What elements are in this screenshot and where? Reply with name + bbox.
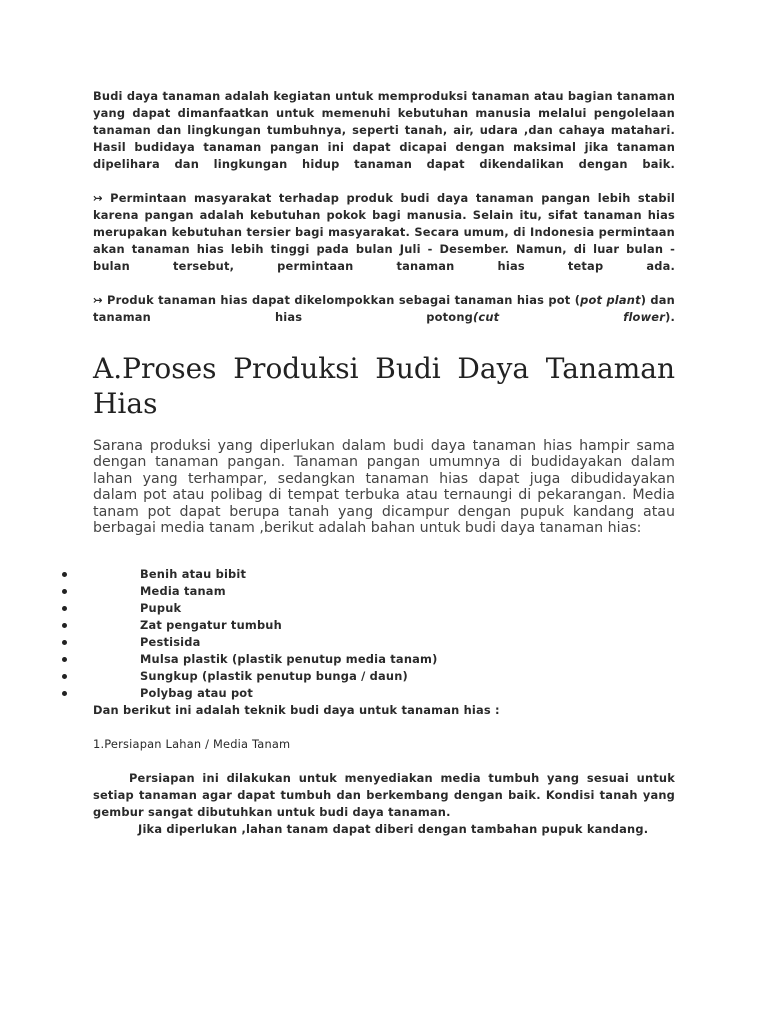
bullet-icon (62, 623, 67, 628)
list-item: Media tanam (62, 583, 675, 600)
p3-pot-plant: pot plant (580, 293, 641, 307)
list-item: Polybag atau pot (62, 685, 675, 702)
bullet-icon (62, 657, 67, 662)
paragraph-permintaan: ↣ Permintaan masyarakat terhadap produk budi daya tanaman pangan lebih stabil karena pangan adalah kebutuhan pokok bagi manusia. Selain itu, sifat tanaman hias merupakan kebutuhan tersier bagi masyarakat. Secara umum, di Indonesia permintaan akan tanaman hias lebih tinggi pada bulan Juli - Desember. Namun, di luar bulan - bulan tersebut, permintaan tanaman hias tetap ada. (93, 191, 675, 273)
intro-paragraph: Sarana produksi yang diperlukan dalam budi daya tanaman hias hampir sama dengan tanaman pangan. Tanaman pangan umumnya di budidayakan dalam lahan yang terhampar, sedangkan tanaman hias dapat juga dibudidayakan dalam pot atau polibag di tempat terbuka atau ternaungi di pekarangan. Media tanam pot dapat berupa tanah yang dicampur dengan pupuk kandang atau berbagai media tanam ,berikut adalah bahan untuk budi daya tanaman hias: (93, 438, 675, 537)
list-item: Pestisida (62, 634, 675, 651)
bullet-icon (62, 691, 67, 696)
bullet-icon (62, 674, 67, 679)
paragraph-intro-budidaya: Budi daya tanaman adalah kegiatan untuk memproduksi tanaman atau bagian tanaman yang dapat dimanfaatkan untuk memenuhi kebutuhan manusia melalui pengolelaan tanaman dan lingkungan tumbuhnya, seperti tanah, air, udara ,dan cahaya matahari. Hasil budidaya tanaman pangan ini dapat dicapai dengan maksimal jika tanaman dipelihara dan lingkungan hidup tanaman dapat dikendalikan dengan baik. (93, 89, 675, 171)
list-item: Zat pengatur tumbuh (62, 617, 675, 634)
paragraph-produk-hias (93, 292, 675, 326)
bullet-icon (62, 572, 67, 577)
p3-text-mid: ) dan tanaman hias potong (93, 293, 675, 324)
p3-cut-flower: cut flower (478, 310, 666, 324)
list-item: Sungkup (plastik penutup bunga / daun) (62, 668, 675, 685)
materials-list (62, 566, 675, 701)
p3-text-end: ). (665, 310, 675, 324)
document-page (93, 88, 675, 838)
p3-text-pre: ↣ Produk tanaman hias dapat dikelompokkan sebagai tanaman hias pot ( (93, 293, 581, 307)
list-item: Benih atau bibit (62, 566, 675, 583)
section1-title: 1.Persiapan Lahan / Media Tanam (93, 736, 291, 751)
section-heading: A.Proses Produksi Budi Daya Tanaman Hias (93, 352, 675, 420)
bullet-icon (62, 640, 67, 645)
section1-paragraph-2: Jika diperlukan ,lahan tanam dapat diberi dengan tambahan pupuk kandang. (138, 821, 649, 836)
bullet-icon (62, 589, 67, 594)
list-item: Pupuk (62, 600, 675, 617)
list-item: Mulsa plastik (plastik penutup media tanam) (62, 651, 675, 668)
techniques-intro: Dan berikut ini adalah teknik budi daya untuk tanaman hias : (93, 702, 500, 717)
bullet-icon (62, 606, 67, 611)
p3-cut-open: ( (472, 310, 479, 324)
section1-paragraph: Persiapan ini dilakukan untuk menyediakan media tumbuh yang sesuai untuk setiap tanaman agar dapat tumbuh dan berkembang dengan baik. Kondisi tanah yang gembur sangat dibutuhkan untuk budi daya tanaman. (93, 770, 675, 819)
